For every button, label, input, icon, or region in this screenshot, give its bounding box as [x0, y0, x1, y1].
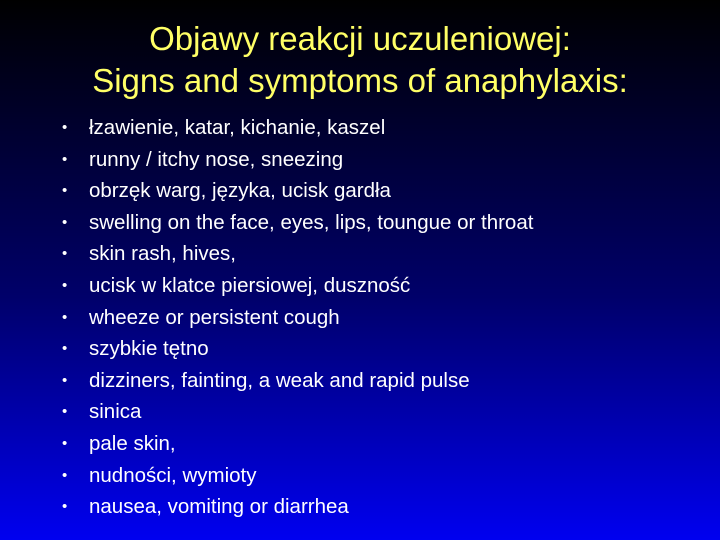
- list-item-text: łzawienie, katar, kichanie, kaszel: [89, 116, 386, 139]
- list-item-text: nudności, wymioty: [89, 463, 257, 487]
- slide-title: [0, 18, 720, 102]
- bullet-icon: •: [62, 403, 68, 421]
- list-item-text: obrzęk warg, języka, ucisk gardła: [89, 179, 391, 203]
- list-item: [0, 207, 720, 239]
- bullet-icon: •: [62, 434, 68, 452]
- list-item: [0, 302, 720, 334]
- list-item: [0, 396, 720, 428]
- bullet-icon: •: [62, 276, 68, 294]
- list-item: [0, 333, 720, 365]
- list-item-text: swelling on the face, eyes, lips, toungue or throat: [89, 210, 534, 234]
- list-item-text: dizziners, fainting, a weak and rapid pulse: [89, 368, 470, 392]
- list-item: [0, 112, 720, 144]
- bullet-icon: •: [62, 245, 68, 263]
- list-item: [0, 428, 720, 460]
- list-item: [0, 460, 720, 492]
- list-item: [0, 491, 720, 523]
- bullet-icon: •: [62, 308, 68, 326]
- list-item: [0, 144, 720, 176]
- list-item-text: ucisk w klatce piersiowej, duszność: [89, 273, 411, 297]
- bullet-icon: •: [62, 150, 68, 168]
- title-line-polish: Objawy reakcji uczuleniowej:: [149, 20, 571, 57]
- list-item-text: nausea, vomiting or diarrhea: [89, 495, 349, 519]
- bullet-icon: •: [62, 119, 68, 136]
- bullet-icon: •: [62, 498, 68, 516]
- list-item-text: pale skin,: [89, 431, 176, 455]
- list-item: [0, 270, 720, 302]
- list-item-text: szybkie tętno: [89, 337, 209, 361]
- title-line-english: Signs and symptoms of anaphylaxis:: [92, 62, 628, 99]
- list-item: [0, 365, 720, 397]
- bullet-icon: •: [62, 371, 68, 389]
- bullet-icon: •: [62, 340, 68, 358]
- list-item-text: skin rash, hives,: [89, 242, 236, 266]
- list-item: [0, 238, 720, 270]
- list-item-text: sinica: [89, 400, 142, 424]
- bullet-icon: •: [62, 466, 68, 484]
- list-item-text: runny / itchy nose, sneezing: [89, 147, 344, 171]
- list-item-text: wheeze or persistent cough: [89, 305, 340, 329]
- bullet-icon: •: [62, 182, 68, 200]
- symptom-list: [0, 112, 720, 523]
- list-item: [0, 175, 720, 207]
- bullet-icon: •: [62, 213, 68, 231]
